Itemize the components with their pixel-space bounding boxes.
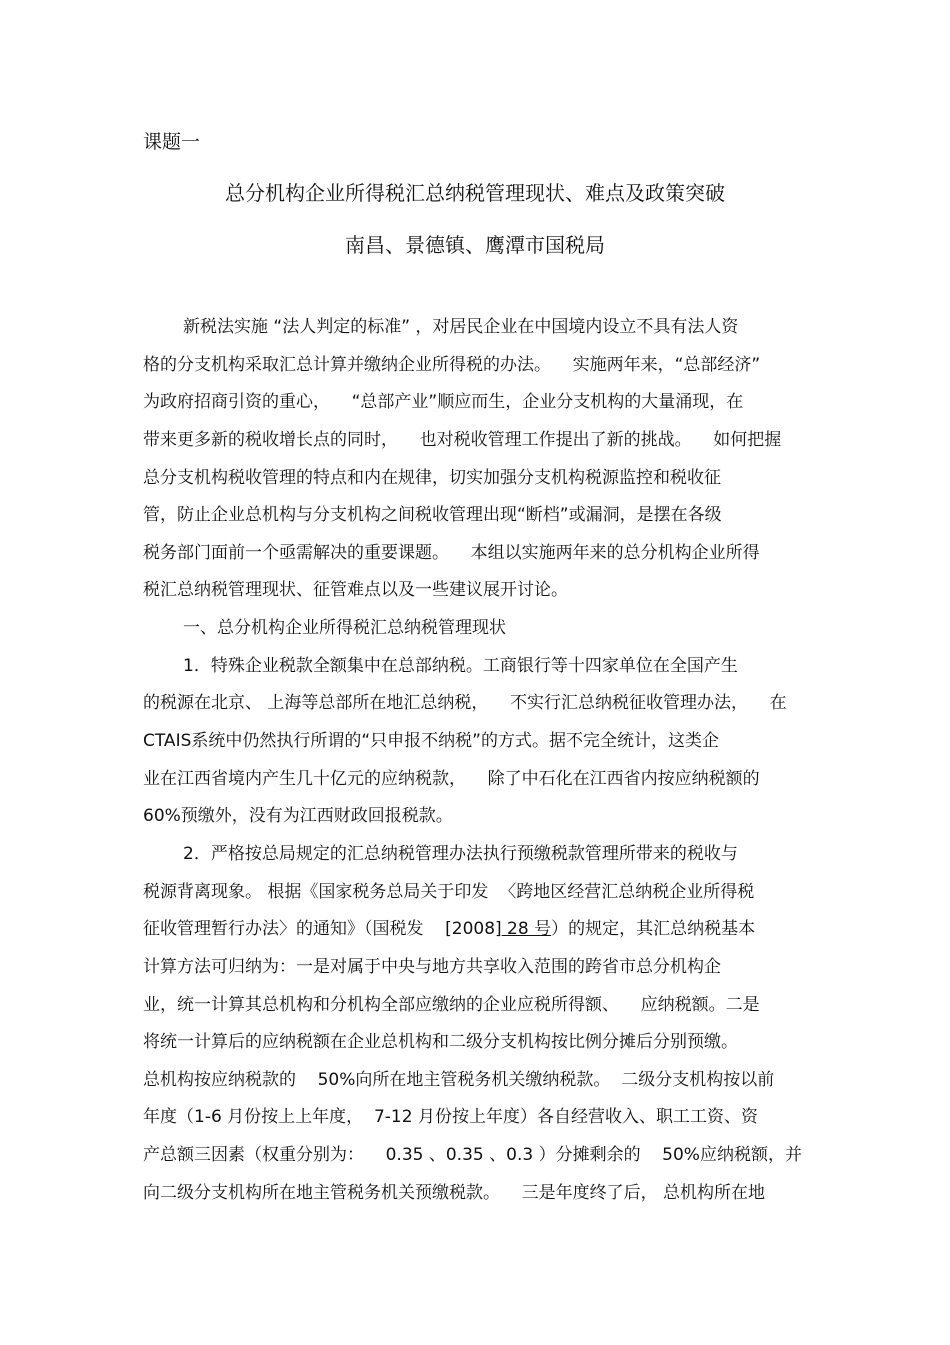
text-line: 60%预缴外，没有为江西财政回报税款。 xyxy=(143,806,453,827)
text-line: 为政府招商引资的重心， “总部产业”顺应而生，企业分支机构的大量涌现，在 xyxy=(143,392,744,413)
document-number-link[interactable]: 28 号 xyxy=(501,919,552,940)
text-line-head: 征收管理暂行办法〉的通知》（国税发 [2008] xyxy=(143,919,502,940)
text-line: 新税法实施 “法人判定的标准” ，对居民企业在中国境内设立不具有法人资 xyxy=(183,317,739,337)
document-title: 总分机构企业所得税汇总纳税管理现状、难点及政策突破 xyxy=(225,181,725,205)
text-line: 1．特殊企业税款全额集中在总部纳税。工商银行等十四家单位在全国产生 xyxy=(183,655,738,676)
text-line: 将统一计算后的应纳税额在企业总机构和二级分支机构按比例分摊后分别预缴。 xyxy=(143,1032,738,1053)
text-line: 带来更多新的税收增长点的同时， 也对税收管理工作提出了新的挑战。 如何把握 xyxy=(143,429,782,450)
text-line: 产总额三因素（权重分别为： 0.35 、0.35 、0.3 ）分摊剩余的 50%应纳税额，并 xyxy=(143,1145,802,1166)
text-line: 业，统一计算其总机构和分机构全部应缴纳的企业应税所得额、 应纳税额。二是 xyxy=(143,994,760,1015)
section-heading: 一、总分机构企业所得税汇总纳税管理现状 xyxy=(183,618,506,639)
text-line: 年度（1-6 月份按上上年度， 7-12 月份按上年度）各自经营收入、职工工资、资 xyxy=(143,1107,758,1128)
text-line: 业在江西省境内产生几十亿元的应纳税款， 除了中石化在江西省内按应纳税额的 xyxy=(143,768,760,789)
document-author: 南昌、景德镇、鹰潭市国税局 xyxy=(345,233,605,257)
text-line: 税源背离现象。 根据《国家税务总局关于印发 〈跨地区经营汇总纳税企业所得税 xyxy=(143,881,755,902)
topic-label: 课题一 xyxy=(143,131,201,153)
text-line: 管，防止企业总机构与分支机构之间税收管理出现“断档”或漏洞，是摆在各级 xyxy=(143,505,722,526)
text-line: 格的分支机构采取汇总计算并缴纳企业所得税的办法。 实施两年来，“总部经济” xyxy=(143,354,761,375)
text-line: 计算方法可归纳为：一是对属于中央与地方共享收入范围的跨省市总分机构企 xyxy=(143,956,721,977)
text-line: 税汇总纳税管理现状、征管难点以及一些建议展开讨论。 xyxy=(143,580,568,601)
text-line: 2．严格按总局规定的汇总纳税管理办法执行预缴税款管理所带来的税收与 xyxy=(183,843,738,864)
text-line-tail: ）的规定，其汇总纳税基本 xyxy=(551,919,756,940)
text-line: 总分支机构税收管理的特点和内在规律，切实加强分支机构税源监控和税收征 xyxy=(143,467,721,488)
text-line: 税务部门面前一个亟需解决的重要课题。 本组以实施两年来的总分机构企业所得 xyxy=(143,542,760,563)
text-line: 向二级分支机构所在地主管税务机关预缴税款。 三是年度终了后， 总机构所在地 xyxy=(143,1182,766,1203)
text-line: CTAIS系统中仍然执行所谓的“只申报不纳税”的方式。据不完全统计，这类企 xyxy=(143,731,719,752)
text-line: 的税源在北京、 上海等总部所在地汇总纳税， 不实行汇总纳税征收管理办法， 在 xyxy=(143,693,787,714)
body-text xyxy=(143,309,823,1212)
text-line: 总机构按应纳税款的 50%向所在地主管税务机关缴纳税款。 二级分支机构按以前 xyxy=(143,1069,775,1090)
text-line xyxy=(143,911,823,949)
